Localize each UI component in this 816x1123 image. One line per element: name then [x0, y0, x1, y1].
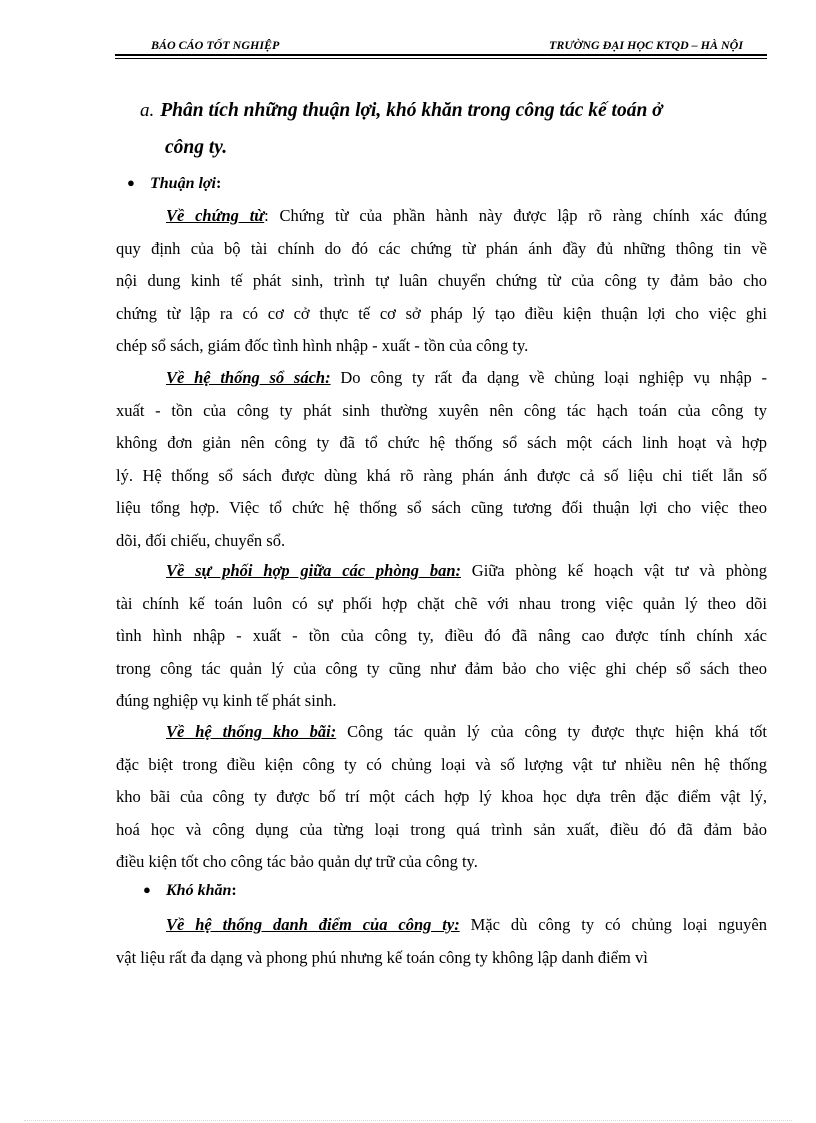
paragraph-line: dõi, đối chiếu, chuyển sổ. — [116, 530, 286, 550]
header-university: TRƯỜNG ĐẠI HỌC KTQD – HÀ NỘI — [549, 38, 743, 52]
paragraph-line: lý. Hệ thống sổ sách được dùng khá rõ ràng phán ánh được cả số liệu chi tiết lẫn số — [116, 465, 767, 485]
bullet-kho-khan-label: Khó khăn — [166, 882, 232, 899]
paragraph-line: vật liệu rất đa dạng và phong phú nhưng kế toán công ty không lập danh điểm vì — [116, 947, 648, 967]
paragraph-line: điều kiện tốt cho công tác bảo quản dự trữ của công ty. — [116, 852, 478, 871]
paragraph-phoi-hop — [116, 555, 767, 718]
paragraph-line: Về hệ thống sổ sách: Do công ty rất đa dạng về chủng loại nghiệp vụ nhập - — [166, 368, 767, 387]
paragraph-lead: Về hệ thống danh điểm của công ty: — [166, 915, 460, 934]
paragraph-line: tài chính kế toán luôn có sự phối hợp chặt chẽ với nhau trong việc quản lý theo dõi — [116, 593, 767, 613]
paragraph-line: Về hệ thống danh điểm của công ty: Mặc dù công ty có chủng loại nguyên — [166, 915, 767, 934]
bullet-thuan-loi-colon: : — [215, 175, 222, 192]
paragraph-line: không đơn giản nên công ty đã tổ chức hệ thống sổ sách một cách linh hoạt và hợp — [116, 433, 767, 452]
paragraph-chung-tu — [116, 200, 767, 363]
paragraph-line: tình hình nhập - xuất - tồn của công ty, điều đó đã nâng cao được tính chính xác — [116, 626, 767, 645]
section-heading — [140, 92, 780, 166]
paragraph-lead: Về hệ thống sổ sách: — [166, 368, 331, 387]
paragraph-line: quy định của bộ tài chính do đó các chứng từ phán ánh đầy đủ những thông tin về — [116, 238, 767, 258]
paragraph-line: Về hệ thống kho bãi: Công tác quản lý của công ty được thực hiện khá tốt — [166, 722, 767, 741]
bullet-thuan-loi — [127, 175, 222, 193]
bullet-thuan-loi-label: Thuận lợi — [150, 175, 216, 192]
paragraph-danh-diem — [116, 909, 767, 974]
bullet-dot-icon: ● — [143, 882, 151, 897]
bullet-kho-khan-colon: : — [231, 882, 237, 899]
section-title-line2: công ty. — [165, 137, 228, 158]
bullet-kho-khan — [143, 882, 237, 900]
paragraph-kho-bai — [116, 716, 767, 879]
paragraph-line: hoá học và công dụng của từng loại trong quá trình sản xuất, điều đó đã đảm bảo — [116, 819, 767, 839]
paragraph-line: chứng từ lập ra có cơ cở thực tế cơ sở pháp lý tạo điều kiện thuận lợi cho việc ghi — [116, 303, 767, 323]
page-bottom-border — [24, 1120, 792, 1121]
section-marker: a. — [140, 100, 155, 121]
bullet-dot-icon: ● — [127, 175, 135, 190]
section-title-line1: Phân tích những thuận lợi, khó khăn trong công tác kế toán ở — [160, 100, 663, 121]
paragraph-line: xuất - tồn của công ty phát sinh thường xuyên nên công tác hạch toán của công ty — [116, 400, 767, 420]
paragraph-lead: Về chứng từ — [166, 206, 265, 225]
header-rule-thick — [115, 54, 767, 56]
paragraph-line: đúng nghiệp vụ kinh tế phát sinh. — [116, 691, 337, 710]
paragraph-lead: Về hệ thống kho bãi: — [166, 722, 337, 741]
header-rule-thin — [115, 58, 767, 59]
paragraph-line: liệu tổng hợp. Việc tổ chức hệ thống sổ sách cũng tương đối thuận lợi cho việc theo — [116, 498, 767, 517]
page-header — [115, 36, 767, 56]
paragraph-line: chép sổ sách, giám đốc tình hình nhập - xuất - tồn của công ty. — [116, 336, 529, 355]
paragraph-line: Về chứng từ: Chứng từ của phần hành này được lập rõ ràng chính xác đúng — [166, 206, 767, 225]
header-report-title: BÁO CÁO TỐT NGHIỆP — [151, 38, 280, 52]
paragraph-so-sach — [116, 362, 767, 557]
paragraph-line: Về sự phối hợp giữa các phòng ban: Giữa phòng kế hoạch vật tư và phòng — [166, 561, 767, 580]
paragraph-lead: Về sự phối hợp giữa các phòng ban: — [166, 561, 461, 580]
paragraph-line: nội dung kinh tế phát sinh, trình tự luân chuyển chứng từ của công ty đảm bảo cho — [116, 271, 767, 290]
paragraph-line: đặc biệt trong điều kiện công ty có chủng loại và số lượng vật tư nhiều nên hệ thống — [116, 754, 767, 774]
paragraph-line: trong công tác quản lý của công ty cũng như đảm bảo cho việc ghi chép sổ sách theo — [116, 658, 767, 678]
paragraph-line: kho bãi của công ty được bố trí một cách hợp lý khoa học dựa trên đặc điểm vật lý, — [116, 787, 767, 806]
